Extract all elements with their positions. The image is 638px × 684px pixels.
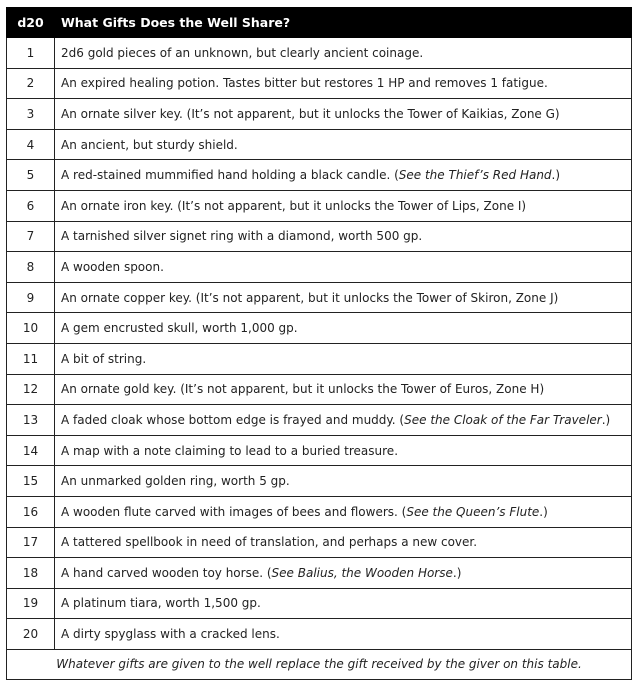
roll-number: 8 [7,252,55,283]
table-row [7,160,632,191]
gift-text: An expired healing potion. Tastes bitter but restores 1 HP and removes 1 fatigue. [55,68,632,99]
table-title: What Gifts Does the Well Share? [55,8,632,38]
gift-text: A dirty spyglass with a cracked lens. [55,619,632,650]
cross-reference: See the Thief’s Red Hand [398,168,552,183]
table-row [7,343,632,374]
reference-close: .) [551,168,561,183]
gift-text: An unmarked golden ring, worth 5 gp. [55,466,632,497]
die-column-header: d20 [7,8,55,38]
table-row [7,282,632,313]
gift-text: An ornate copper key. (It’s not apparent, but it unlocks the Tower of Skiron, Zone J) [55,282,632,313]
table-row [7,221,632,252]
gift-text [55,160,632,191]
table-footer-row [7,649,632,679]
reference-close: .) [539,504,548,519]
table-row [7,619,632,650]
roll-number: 16 [7,496,55,527]
gift-text: A tattered spellbook in need of translation, and perhaps a new cover. [55,527,632,558]
roll-number: 20 [7,619,55,650]
gift-text: A gem encrusted skull, worth 1,000 gp. [55,313,632,344]
gift-description: A faded cloak whose bottom edge is frayed and muddy. ( [61,412,405,427]
table-row [7,435,632,466]
roll-number: 1 [7,38,55,69]
roll-number: 6 [7,190,55,221]
reference-close: .) [601,412,611,427]
gift-text: An ornate silver key. (It’s not apparent, but it unlocks the Tower of Kaikias, Zone G) [55,99,632,130]
gift-text: A map with a note claiming to lead to a buried treasure. [55,435,632,466]
gift-text [55,558,632,589]
gift-table [6,7,632,680]
roll-number: 15 [7,466,55,497]
roll-number: 11 [7,343,55,374]
table-row [7,466,632,497]
roll-number: 12 [7,374,55,405]
roll-number: 13 [7,405,55,436]
roll-number: 10 [7,313,55,344]
gift-description: A wooden flute carved with images of bees and flowers. ( [61,504,407,519]
table-row [7,588,632,619]
gift-text: A bit of string. [55,343,632,374]
gift-text: 2d6 gold pieces of an unknown, but clearly ancient coinage. [55,38,632,69]
gift-text [55,405,632,436]
gift-text: A platinum tiara, worth 1,500 gp. [55,588,632,619]
cross-reference: See the Queen’s Flute [406,504,540,519]
cross-reference: See the Cloak of the Far Traveler [404,412,602,427]
roll-number: 7 [7,221,55,252]
table-row [7,405,632,436]
table-row [7,374,632,405]
table-row [7,496,632,527]
table-row [7,252,632,283]
cross-reference: See Balius, the Wooden Horse [271,565,453,580]
roll-number: 5 [7,160,55,191]
table-row [7,313,632,344]
gift-text: A wooden spoon. [55,252,632,283]
table-row [7,129,632,160]
gift-text [55,496,632,527]
roll-number: 9 [7,282,55,313]
roll-number: 14 [7,435,55,466]
gift-description: A red-stained mummified hand holding a black candle. ( [61,168,399,183]
roll-number: 19 [7,588,55,619]
roll-number: 17 [7,527,55,558]
table-footnote: Whatever gifts are given to the well replace the gift received by the giver on this table. [7,649,632,679]
table-row [7,558,632,589]
table-header-row [7,8,632,38]
roll-number: 4 [7,129,55,160]
table-row [7,68,632,99]
table-row [7,190,632,221]
roll-number: 18 [7,558,55,589]
roll-number: 3 [7,99,55,130]
table-row [7,38,632,69]
gift-text: An ancient, but sturdy shield. [55,129,632,160]
reference-close: .) [452,565,462,580]
table-row [7,527,632,558]
gift-description: A hand carved wooden toy horse. ( [61,565,272,580]
roll-number: 2 [7,68,55,99]
gift-text: A tarnished silver signet ring with a diamond, worth 500 gp. [55,221,632,252]
gift-text: An ornate iron key. (It’s not apparent, but it unlocks the Tower of Lips, Zone I) [55,190,632,221]
table-row [7,99,632,130]
gift-text: An ornate gold key. (It’s not apparent, but it unlocks the Tower of Euros, Zone H) [55,374,632,405]
